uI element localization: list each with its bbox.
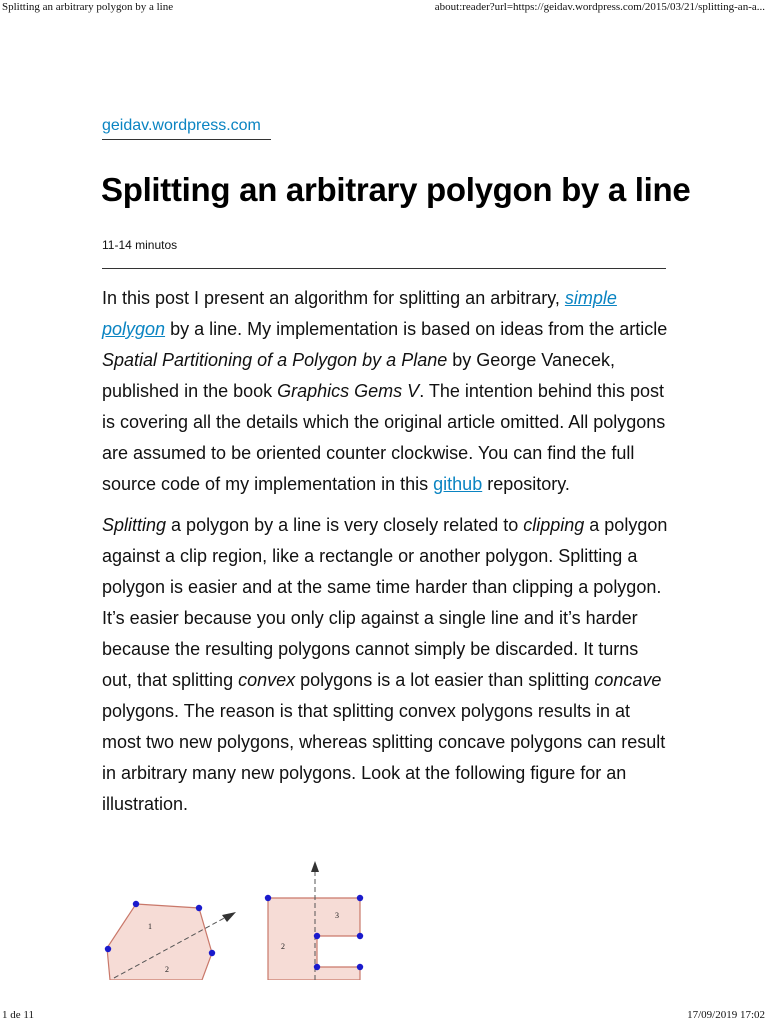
print-header (0, 0, 768, 14)
vertex-dot (357, 895, 363, 901)
print-footer (0, 1008, 768, 1022)
domain-link[interactable]: geidav.wordpress.com (102, 117, 261, 134)
p1-text-5: repository. (482, 474, 570, 494)
vertex-dot (196, 905, 202, 911)
convex-label-2: 2 (165, 965, 169, 974)
concave-label-3: 3 (335, 911, 339, 920)
vertex-dot (209, 950, 215, 956)
p2-text-3: polygons is a lot easier than splitting (295, 670, 595, 690)
vertex-dot (314, 933, 320, 939)
p2-emphasis-3: convex (238, 670, 296, 690)
vertex-dot (357, 964, 363, 970)
github-link[interactable]: github (433, 474, 483, 494)
split-line-1-arrow (222, 912, 236, 922)
p1-emphasis-2: Graphics Gems V (277, 381, 420, 401)
vertex-dot (357, 933, 363, 939)
convex-label-1: 1 (148, 922, 152, 931)
simple-polygon-link[interactable]: simple polygon (102, 288, 617, 339)
domain-link-wrapper (102, 117, 271, 140)
print-datetime: 17/09/2019 17:02 (687, 1009, 765, 1021)
p2-text-1: a polygon by a line is very closely related to (166, 515, 524, 535)
vertex-dot (265, 895, 271, 901)
p2-emphasis-4: concave (594, 670, 662, 690)
paragraph-1 (102, 283, 668, 500)
p1-text-4: . The intention behind this post is covering all the details which the original article omitted. All polygons are assumed to be oriented counter clockwise. You can find the full source code of my implementation in this (102, 381, 666, 494)
split-line-2-arrow (311, 861, 319, 872)
p2-emphasis-2: clipping (523, 515, 585, 535)
concave-polygon-illustration (265, 861, 363, 980)
print-header-url: about:reader?url=https://geidav.wordpress.com/2015/03/21/splitting-an-a... (434, 1, 765, 13)
article-content (102, 283, 668, 830)
vertex-dot (133, 901, 139, 907)
p2-emphasis-1: Splitting (102, 515, 167, 535)
header-divider (102, 268, 666, 269)
article-title: Splitting an arbitrary polygon by a line (101, 171, 691, 208)
print-header-title: Splitting an arbitrary polygon by a line (2, 1, 174, 13)
convex-polygon (107, 904, 212, 980)
p2-text-2: a polygon against a clip region, like a rectangle or another polygon. Splitting a polygon is easier and at the same time harder than clipping a polygon. It’s easier because you only clip against a single line and it’s harder because the resulting polygons cannot simply be discarded. It turns out, that splitting (102, 515, 668, 690)
convex-polygon-illustration (105, 901, 236, 980)
polygon-split-figure (102, 856, 382, 980)
vertex-dot (314, 964, 320, 970)
page-number: 1 de 11 (2, 1009, 34, 1021)
p1-text-2: by a line. My implementation is based on ideas from the article (165, 319, 668, 339)
p1-emphasis-1: Spatial Partitioning of a Polygon by a Plane (102, 350, 448, 370)
p2-text-4: polygons. The reason is that splitting convex polygons results in at most two new polygons, whereas splitting concave polygons can result in arbitrary many new polygons. Look at the following figure for an illustration. (102, 701, 666, 814)
p1-text-3: by George Vanecek, published in the book (102, 350, 615, 401)
vertex-dot (105, 946, 111, 952)
p1-text-1: In this post I present an algorithm for splitting an arbitrary, (102, 288, 565, 308)
reading-time: 11-14 minutos (102, 238, 178, 252)
paragraph-2 (102, 510, 668, 820)
concave-label-2: 2 (281, 942, 285, 951)
